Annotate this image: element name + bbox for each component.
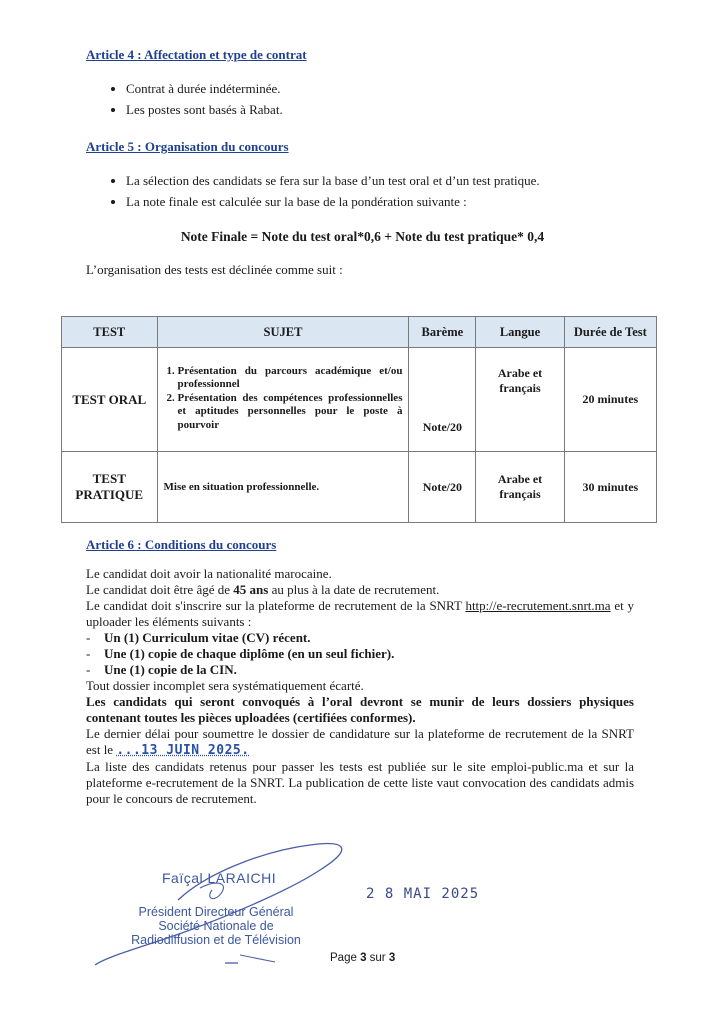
- required-documents-list: [86, 630, 634, 678]
- list-item: • Les postes sont basés à Rabat.: [126, 99, 686, 120]
- date-stamp: 2 8 MAI 2025: [366, 886, 480, 902]
- duree-cell: 20 minutes: [564, 348, 656, 452]
- nationality-condition: Le candidat doit avoir la nationalité marocaine.: [86, 566, 332, 581]
- tests-intro: L’organisation des tests est déclinée comme suit :: [86, 262, 343, 277]
- article-6-body: [86, 566, 634, 807]
- langue-cell: Arabe et français: [476, 348, 565, 452]
- list-item: • La sélection des candidats se fera sur la base d’un test oral et d’un test pratique.: [126, 170, 686, 191]
- header-bareme: Barème: [409, 317, 476, 348]
- duree-cell: 30 minutes: [564, 452, 656, 523]
- subject-list: [164, 365, 403, 433]
- table-header-row: [62, 317, 657, 348]
- article-4-heading: Article 4 : Affectation et type de contrat: [86, 47, 307, 62]
- recruitment-link[interactable]: http://e-recrutement.snrt.ma: [465, 598, 611, 613]
- header-sujet: SUJET: [157, 317, 409, 348]
- table-row: [62, 348, 657, 452]
- deadline-date-stamp: ...13 JUIN 2025.: [116, 743, 250, 758]
- test-name-cell: TEST ORAL: [62, 348, 158, 452]
- article-5-list: [108, 170, 686, 212]
- bareme-cell: Note/20: [409, 452, 476, 523]
- list-item: • La note finale est calculée sur la base de la pondération suivante :: [126, 191, 686, 212]
- list-item: 1. Présentation du parcours académique et/ou professionnel: [178, 365, 403, 392]
- age-limit: 45 ans: [233, 582, 269, 597]
- list-item: • Contrat à durée indéterminée.: [126, 78, 686, 99]
- article-4-list: [108, 78, 686, 120]
- header-langue: Langue: [476, 317, 565, 348]
- incomplete-notice: Tout dossier incomplet sera systématiquement écarté.: [86, 678, 364, 693]
- article-6-heading: Article 6 : Conditions du concours: [86, 537, 277, 552]
- tests-table: [61, 316, 657, 523]
- bareme-cell: Note/20: [409, 348, 476, 452]
- final-grade-formula: Note Finale = Note du test oral*0,6 + Note du test pratique* 0,4: [180, 229, 545, 244]
- header-duree: Durée de Test: [564, 317, 656, 348]
- oral-notice: Les candidats qui seront convoqués à l’oral devront se munir de leurs dossiers physiques contenant toutes les pièces uploadées (certifiées conformes).: [86, 694, 634, 725]
- list-item: 2. Présentation des compétences professionnelles et aptitudes personnelles pour le poste à pourvoir: [178, 392, 403, 433]
- list-item: - Une (1) copie de chaque diplôme (en un seul fichier).: [104, 646, 634, 662]
- list-publication-notice: La liste des candidats retenus pour passer les tests est publiée sur le site emploi-public.ma et sur la plateforme e-recrutement de la SNRT. La publication de cette liste vaut convocation des candidats admis pour le concours de recrutement.: [86, 759, 634, 806]
- registration-condition: Le candidat doit s'inscrire sur la plateforme de recrutement de la SNRT http://e-recrutement.snrt.ma et y uploader les éléments suivants :: [86, 598, 634, 629]
- subject-cell: Mise en situation professionnelle.: [157, 452, 409, 523]
- header-test: TEST: [62, 317, 158, 348]
- list-item: - Un (1) Curriculum vitae (CV) récent.: [104, 630, 634, 646]
- list-item: - Une (1) copie de la CIN.: [104, 662, 634, 678]
- deadline-notice: Le dernier délai pour soumettre le dossier de candidature sur la plateforme de recrutement de la SNRT est le ...13 JUIN 2025.: [86, 726, 634, 758]
- age-condition: Le candidat doit être âgé de 45 ans au plus à la date de recrutement.: [86, 582, 440, 597]
- langue-cell: Arabe et français: [476, 452, 565, 523]
- signatory-title-stamp: Président Directeur Général Société Nationale de Radiodiffusion et de Télévision: [131, 905, 301, 947]
- test-name-cell: TEST PRATIQUE: [62, 452, 158, 523]
- signatory-name: Faïçal LARAICHI: [162, 870, 277, 886]
- table-row: [62, 452, 657, 523]
- page-number: Page 3 sur 3: [330, 952, 396, 964]
- subject-cell: [157, 348, 409, 452]
- article-5-heading: Article 5 : Organisation du concours: [86, 139, 289, 154]
